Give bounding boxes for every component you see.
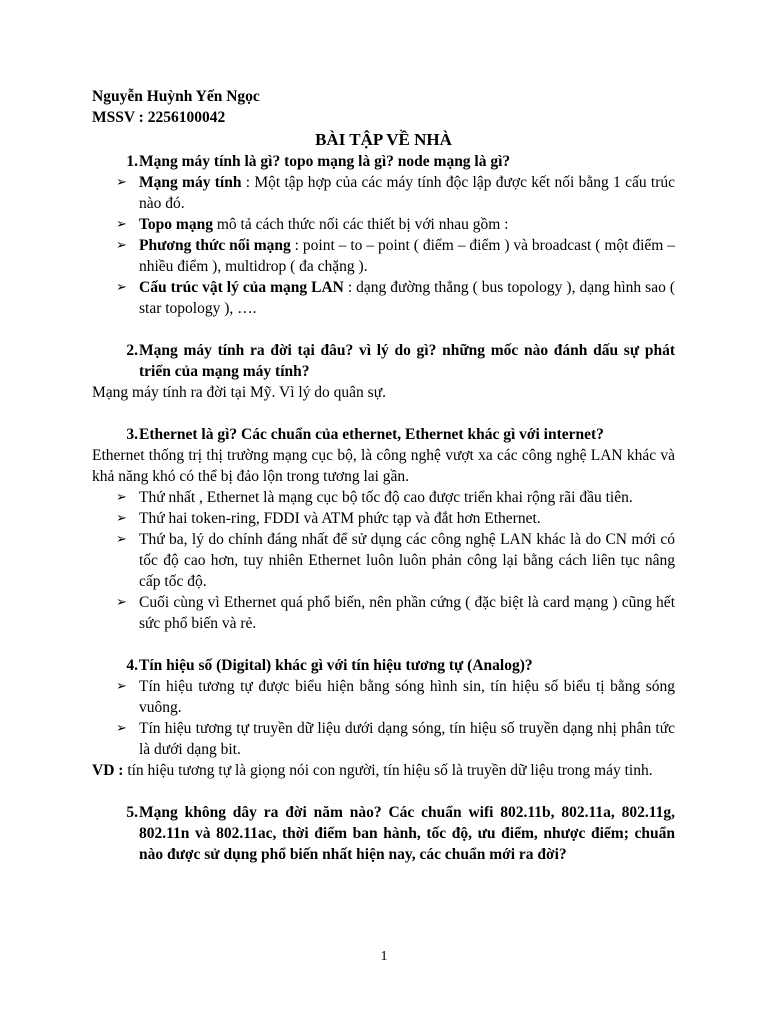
definition: mô tả cách thức nối các thiết bị với nhau gồm : xyxy=(212,216,509,233)
arrow-bullet-icon: ➢ xyxy=(116,280,127,295)
spacer xyxy=(92,634,675,655)
arrow-bullet-icon: ➢ xyxy=(116,175,127,190)
arrow-bullet-icon: ➢ xyxy=(116,238,127,253)
spacer xyxy=(92,319,675,340)
term: Topo mạng xyxy=(139,216,213,233)
author-name: Nguyễn Huỳnh Yến Ngọc xyxy=(92,88,260,105)
arrow-bullet-icon: ➢ xyxy=(116,721,127,736)
spacer xyxy=(92,403,675,424)
question-5 xyxy=(92,802,675,865)
question-text: Mạng máy tính ra đời tại đâu? vì lý do gì? những mốc nào đánh dấu sự phát triển của mạng máy tính? xyxy=(139,342,675,380)
page-number: 1 xyxy=(380,949,388,964)
definition: : dạng đường thẳng ( bus topology ), dạng hình sao ( star topology ), …. xyxy=(139,279,675,317)
list-item xyxy=(92,214,675,235)
page-title: BÀI TẬP VỀ NHÀ xyxy=(315,130,452,149)
term: Mạng máy tính xyxy=(139,174,242,191)
example-paragraph xyxy=(92,760,675,781)
list-item xyxy=(92,487,675,508)
list-item-text: Tín hiệu tương tự truyền dữ liệu dưới dạng sóng, tín hiệu số truyền dạng nhị phân tức là dưới dạng bit. xyxy=(139,720,675,758)
list-item xyxy=(92,676,675,718)
arrow-bullet-icon: ➢ xyxy=(116,490,127,505)
list-item xyxy=(92,172,675,214)
q1-bullet-list xyxy=(92,172,675,319)
list-item xyxy=(92,592,675,634)
question-number: 5. xyxy=(126,804,138,821)
question-text: Mạng máy tính là gì? topo mạng là gì? node mạng là gì? xyxy=(139,153,511,170)
list-item xyxy=(92,718,675,760)
example-label: VD : xyxy=(92,762,124,779)
document-body xyxy=(92,86,675,865)
definition: : Một tập hợp của các máy tính độc lập được kết nối bằng 1 cấu trúc nào đó. xyxy=(139,174,675,212)
q3-bullet-list xyxy=(92,487,675,634)
question-text: Ethernet là gì? Các chuẩn của ethernet, Ethernet khác gì với internet? xyxy=(139,426,604,443)
q4-bullet-list xyxy=(92,676,675,760)
list-item xyxy=(92,529,675,592)
list-item xyxy=(92,508,675,529)
arrow-bullet-icon: ➢ xyxy=(116,532,127,547)
list-item-text: Thứ nhất , Ethernet là mạng cục bộ tốc độ cao được triển khai rộng rãi đầu tiên. xyxy=(139,489,633,506)
list-item xyxy=(92,277,675,319)
arrow-bullet-icon: ➢ xyxy=(116,595,127,610)
student-id: MSSV : 2256100042 xyxy=(92,109,226,126)
question-number: 3. xyxy=(126,426,138,443)
definition: : point – to – point ( điểm – điểm ) và broadcast ( một điểm – nhiều điểm ), multidrop ( đa chặng ). xyxy=(139,237,675,275)
arrow-bullet-icon: ➢ xyxy=(116,217,127,232)
spacer xyxy=(92,781,675,802)
question-2 xyxy=(92,340,675,382)
term: Phương thức nối mạng xyxy=(139,237,291,254)
list-item-text: Tín hiệu tương tự được biểu hiện bằng sóng hình sin, tín hiệu số biểu tị bằng sóng vuông. xyxy=(139,678,675,716)
question-text: Tín hiệu số (Digital) khác gì với tín hiệu tương tự (Analog)? xyxy=(139,657,533,674)
arrow-bullet-icon: ➢ xyxy=(116,679,127,694)
list-item-text: Thứ ba, lý do chính đáng nhất để sử dụng các công nghệ LAN khác là do CN mới có tốc độ cao hơn, tuy nhiên Ethernet luôn luôn phản công lại bằng cách liên tục nâng cấp tốc độ. xyxy=(139,531,675,590)
question-text: Mạng không dây ra đời năm nào? Các chuẩn wifi 802.11b, 802.11a, 802.11g, 802.11n và 802.11ac, thời điểm ban hành, tốc độ, ưu điểm, nhược điểm; chuẩn nào được sử dụng phổ biến nhất hiện nay, các chuẩn mới ra đời? xyxy=(139,804,675,863)
question-1 xyxy=(92,151,675,172)
arrow-bullet-icon: ➢ xyxy=(116,511,127,526)
question-4 xyxy=(92,655,675,676)
example-text: tín hiệu tương tự là giọng nói con người, tín hiệu số là truyền dữ liệu trong máy tinh. xyxy=(123,762,653,779)
list-item-text: Thứ hai token-ring, FDDI và ATM phức tạp và đắt hơn Ethernet. xyxy=(139,510,541,527)
question-number: 1. xyxy=(126,153,138,170)
answer-paragraph: Mạng máy tính ra đời tại Mỹ. Vì lý do quân sự. xyxy=(92,384,386,401)
answer-paragraph: Ethernet thống trị thị trường mạng cục bộ, là công nghệ vượt xa các công nghệ LAN khác và khả năng khó có thể bị đảo lộn trong tương lai gần. xyxy=(92,447,675,485)
question-number: 4. xyxy=(126,657,138,674)
term: Cấu trúc vật lý của mạng LAN xyxy=(139,279,344,296)
list-item xyxy=(92,235,675,277)
list-item-text: Cuối cùng vì Ethernet quá phổ biến, nên phần cứng ( đặc biệt là card mạng ) cũng hết sức phổ biến và rẻ. xyxy=(139,594,675,632)
question-3 xyxy=(92,424,675,445)
question-number: 2. xyxy=(126,342,138,359)
